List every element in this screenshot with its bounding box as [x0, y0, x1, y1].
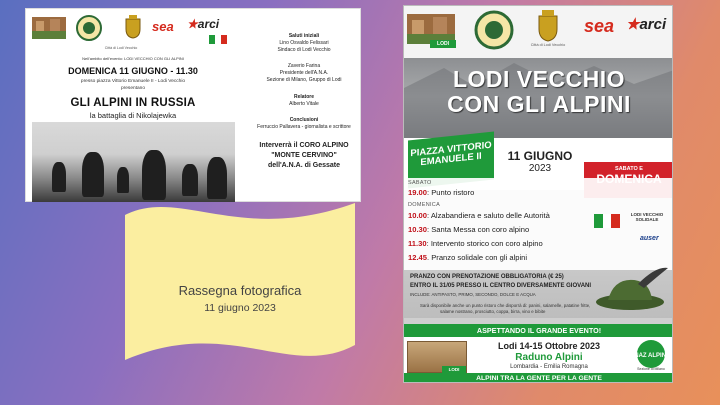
card-left-panel: [26, 9, 240, 203]
town-photo-logo: [32, 17, 66, 39]
farina-section: Sezione di Milano, Gruppo di Lodi: [266, 77, 342, 83]
arci-logo: [626, 15, 666, 33]
program-text: : Santa Messa con coro alpino: [427, 225, 530, 234]
card-logo-row: [32, 15, 234, 47]
pranzo-line-5: salame nostrano, prosciutto, coppa, birra, vino e bibite: [440, 309, 546, 314]
poster-year: 2023: [528, 163, 552, 174]
aspettando-banner: ASPETTANDO IL GRANDE EVENTO!: [404, 324, 673, 337]
program-time: 10.00: [408, 211, 428, 220]
arci-star-icon: ★: [626, 16, 640, 33]
card-presentano: presentano: [120, 86, 145, 91]
wave-banner-shape: [120, 195, 360, 367]
sezione-label: Sezione di Milano: [637, 367, 665, 371]
pranzo-line-1: PRANZO CON PRENOTAZIONE OBBLIGATORIA (€ 25): [410, 274, 564, 280]
card-subtitle: la battaglia di Nikolajewka: [89, 111, 177, 120]
conclusioni-name: Ferruccio Pallavera - giornalista e scrittore: [257, 124, 351, 130]
poster-city-label: Città di Lodi Vecchio: [530, 43, 566, 47]
lodi-bottom-tag: LODI: [442, 366, 466, 373]
naz-logo-text: NAZ ALPINI: [634, 353, 668, 359]
poster-day: 11 GIUGNO: [507, 149, 573, 163]
conclusioni-heading: Conclusioni: [289, 117, 319, 123]
alpine-hat-icon: [594, 264, 670, 312]
raduno-panel: [404, 337, 673, 383]
saluti-name: Lino Osvaldo Felissari: [279, 40, 329, 46]
invitation-card: [25, 8, 361, 202]
program-text: . Pranzo solidale con gli alpini: [427, 253, 528, 262]
program-time: 11.30: [408, 239, 427, 248]
event-poster: [403, 5, 673, 383]
italian-flag-icon: [594, 214, 620, 228]
poster-logo-bar: [404, 6, 673, 66]
piazza-badge: PIAZZA VITTORIO EMANUELE II: [408, 131, 494, 188]
program-panel: [404, 178, 673, 270]
card-ambito: Nell'ambito dell'evento: LODI VECCHIO CON GLI ALPINI: [82, 56, 184, 61]
card-title: GLI ALPINI IN RUSSIA: [70, 97, 196, 109]
card-date-line: DOMENICA 11 GIUGNO - 11.30: [68, 66, 198, 76]
program-text: : Punto ristoro: [427, 188, 475, 197]
card-right-panel: [246, 9, 362, 203]
program-time: 12.45: [408, 253, 428, 262]
program-item-sabato: [408, 188, 474, 197]
coro-line-3: dell'A.N.A. di Gessate: [267, 162, 341, 169]
pranzo-line-3: INCLUDE: ANTIPASTO, PRIMO, SECONDO, DOLCE E ACQUA: [410, 292, 536, 297]
solidale-logo: LODI VECCHIO SOLIDALE: [630, 212, 664, 223]
program-item: [408, 239, 543, 248]
city-crest-logo: [536, 10, 560, 42]
card-city-label: Città di Lodi Vecchio: [104, 46, 138, 50]
program-time: 10.30: [408, 225, 428, 234]
naz-alpini-logo: [632, 339, 670, 369]
arci-star-icon: ★: [187, 17, 198, 31]
domenica-section-label: DOMENICA: [408, 202, 441, 208]
coro-line-2: "MONTE CERVINO": [271, 152, 337, 159]
farina-name: Zaverio Farina: [287, 63, 321, 69]
raduno-title: Raduno Alpini: [515, 352, 583, 363]
program-item: [408, 253, 527, 262]
wave-title: Rassegna fotografica: [178, 283, 302, 298]
alpini-seal-logo: [76, 15, 102, 41]
program-text: : Intervento storico con coro alpino: [426, 239, 543, 248]
poster-date: [500, 149, 580, 174]
auser-logo: auser: [640, 235, 659, 242]
program-text: : Alzabandiera e saluto delle Autorità: [427, 211, 550, 220]
pranzo-line-2: ENTRO IL 31/05 PRESSO IL CENTRO DIVERSAMENTE GIOVANI: [410, 283, 592, 289]
wave-date: 11 giugno 2023: [204, 302, 276, 314]
arci-logo-text: arci: [197, 17, 220, 31]
card-place-line: presso piazza Vittorio Emanuele II - Lodi Vecchio: [80, 79, 186, 84]
poster-title-line-1: LODI VECCHIO: [452, 66, 626, 92]
program-item: [408, 225, 529, 234]
saluti-role: Sindaco di Lodi Vecchio: [277, 47, 331, 53]
poster-lodi-tag: LODI: [430, 40, 456, 48]
program-time: 19.00: [408, 188, 428, 197]
arci-logo-text: arci: [639, 16, 667, 33]
program-item: [408, 211, 550, 220]
sabato-section-label: SABATO: [408, 180, 432, 186]
farina-role: Presidente dell'A.N.A.: [279, 70, 329, 76]
coro-line-1: Interverrà il CORO ALPINO: [259, 142, 349, 149]
slogan-strip: ALPINI TRA LA GENTE PER LA GENTE: [404, 373, 673, 383]
sea-logo: sea: [584, 16, 615, 36]
wave-caption: [120, 283, 360, 314]
alpini-seal-logo: [474, 10, 514, 50]
poster-title-line-2: CON GLI ALPINI: [447, 91, 631, 117]
relatore-heading: Relatore: [293, 94, 314, 100]
raduno-date: Lodi 14-15 Ottobre 2023: [497, 341, 601, 351]
relatore-name: Alberto Vitale: [289, 101, 319, 107]
arci-logo: [187, 17, 219, 31]
russia-march-photo: [32, 122, 235, 202]
city-crest-logo: [124, 15, 142, 39]
alpini-flag-icon: [209, 35, 227, 44]
sea-logo: sea: [152, 19, 174, 34]
saluti-heading: Saluti iniziali: [288, 33, 320, 39]
pranzo-line-4: Sarà disponibile anche un punto ristoro che disporrà di: panini, salamelle, patatine fritte,: [420, 303, 591, 308]
sabato-e-label: SABATO E: [615, 166, 643, 172]
raduno-regions: Lombardia - Emilia Romagna: [510, 364, 588, 370]
